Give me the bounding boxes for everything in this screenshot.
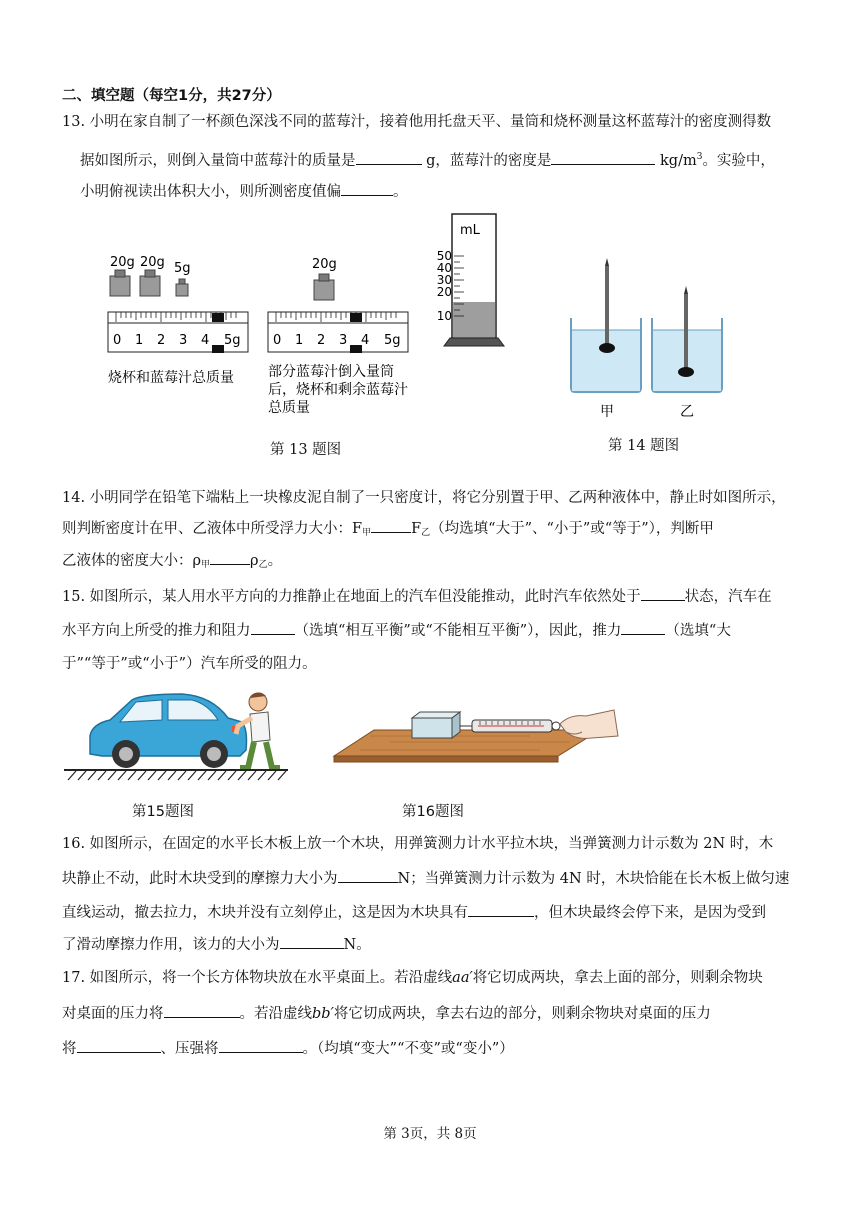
q15-text: 状态，汽车在 bbox=[684, 589, 772, 605]
car-icon bbox=[90, 694, 247, 768]
cylinder-tick: 30 bbox=[436, 273, 452, 287]
figure-15 bbox=[62, 684, 292, 784]
q17-text: 、压强将 bbox=[160, 1041, 219, 1057]
answer-blank bbox=[251, 620, 295, 635]
q15-line3: 于”“等于”或“小于”）汽车所受的阻力。 bbox=[62, 656, 317, 672]
q15-text: （选填“大 bbox=[665, 623, 731, 639]
scale-label: 2 bbox=[317, 333, 326, 348]
q15-text: （选填“相互平衡”或“不能相互平衡”），因此，推力 bbox=[294, 623, 622, 639]
q17-line3 bbox=[62, 1038, 514, 1059]
q16-line3 bbox=[62, 902, 766, 923]
figure-label: 部分蓝莓汁倒入量筒 bbox=[268, 364, 394, 380]
figure-15-caption: 第15题图 bbox=[132, 804, 194, 820]
answer-blank bbox=[164, 1003, 240, 1018]
weight-label: 20g bbox=[312, 257, 337, 272]
q16-text: 了滑动摩擦力作用，该力的大小为 bbox=[62, 937, 280, 953]
q14-line2 bbox=[62, 518, 714, 543]
q14-line3 bbox=[62, 550, 282, 575]
beaker-a-icon bbox=[571, 258, 641, 392]
q14-text: 乙液体的密度大小：ρ bbox=[62, 553, 202, 569]
weight-label: 20g bbox=[110, 255, 135, 270]
cylinder-unit: mL bbox=[460, 223, 480, 238]
q16-line2 bbox=[62, 868, 789, 889]
cylinder-tick: 10 bbox=[436, 309, 452, 323]
figure-label: 烧杯和蓝莓汁总质量 bbox=[108, 370, 234, 386]
q17-text: 。若沿虚线 bbox=[239, 1006, 312, 1022]
q13-text: 据如图所示，则倒入量筒中蓝莓汁的质量是 bbox=[80, 153, 356, 169]
q13-line3 bbox=[80, 181, 408, 202]
beam-scale-left bbox=[108, 312, 248, 353]
q16-text: 块静止不动，此时木块受到的摩擦力大小为 bbox=[62, 871, 338, 887]
q14-text: ρ bbox=[250, 553, 259, 569]
cylinder-tick: 40 bbox=[436, 261, 452, 275]
measuring-cylinder-icon bbox=[437, 214, 504, 346]
answer-blank bbox=[77, 1038, 161, 1053]
q17-text: 将它切成两块，拿去上面的部分，则剩余物块 bbox=[472, 970, 763, 986]
q14-text: 则判断密度计在甲、乙液体中所受浮力大小：F bbox=[62, 521, 363, 537]
figure-label: 后，烧杯和剩余蓝莓汁 bbox=[268, 382, 408, 398]
answer-blank bbox=[356, 150, 422, 165]
figure-16 bbox=[330, 706, 620, 778]
scale-label: 3 bbox=[179, 333, 188, 348]
spring-scale-icon bbox=[460, 720, 560, 732]
beam-scale-right bbox=[268, 312, 408, 353]
beaker-b-icon bbox=[652, 286, 722, 392]
q17-line1 bbox=[62, 968, 763, 988]
hand-icon bbox=[560, 710, 618, 738]
q16-text: ，但木块最终会停下来，是因为受到 bbox=[534, 905, 766, 921]
q14-sub: 乙 bbox=[258, 560, 268, 570]
answer-blank bbox=[338, 868, 398, 883]
q14-sub: 甲 bbox=[201, 560, 211, 570]
scale-label: 1 bbox=[295, 333, 304, 348]
q14-line1: 14. 小明同学在铅笔下端粘上一块橡皮泥自制了一只密度计，将它分别置于甲、乙两种液体中，静止时如图所示， bbox=[62, 490, 786, 506]
cylinder-tick: 20 bbox=[436, 285, 452, 299]
page-footer: 第 3页，共 8页 bbox=[383, 1126, 477, 1142]
weight-label: 5g bbox=[174, 261, 191, 276]
q14-text: （均选填“大于”、“小于”或“等于”），判断甲 bbox=[430, 521, 714, 537]
scale-label: 4 bbox=[201, 333, 210, 348]
figure-13 bbox=[100, 210, 510, 430]
q15-text: 15. 如图所示，某人用水平方向的力推静止在地面上的汽车但没能推动，此时汽车依然处于 bbox=[62, 589, 641, 605]
q17-text: 。（均填“变大”“不变”或“变小”） bbox=[302, 1041, 514, 1057]
figure-label: 总质量 bbox=[268, 400, 310, 416]
scale-label: 5g bbox=[224, 333, 241, 348]
answer-blank bbox=[219, 1038, 303, 1053]
scale-label: 3 bbox=[339, 333, 348, 348]
answer-blank bbox=[371, 518, 411, 533]
q14-sub: 甲 bbox=[362, 528, 372, 538]
scale-label: 5g bbox=[384, 333, 401, 348]
answer-blank bbox=[621, 620, 665, 635]
answer-blank bbox=[280, 934, 344, 949]
scale-label: 4 bbox=[361, 333, 370, 348]
answer-blank bbox=[210, 550, 250, 565]
q13-text: 。 bbox=[393, 184, 408, 200]
q17-label: aa′ bbox=[452, 970, 473, 986]
q16-line4 bbox=[62, 934, 371, 955]
weight-20g-icon bbox=[110, 270, 130, 296]
weight-20g-icon bbox=[314, 274, 334, 300]
scale-label: 0 bbox=[273, 333, 282, 348]
q15-line2 bbox=[62, 620, 731, 641]
answer-blank bbox=[341, 181, 393, 196]
q14-text: F bbox=[411, 521, 422, 537]
q13-line1: 13. 小明在家自制了一杯颜色深浅不同的蓝莓汁，接着他用托盘天平、量筒和烧杯测量这杯蓝莓汁的密度测得数 bbox=[62, 114, 772, 130]
q16-text: N。 bbox=[343, 937, 371, 953]
q14-sub: 乙 bbox=[421, 528, 431, 538]
q16-line1: 16. 如图所示，在固定的水平长木板上放一个木块，用弹簧测力计水平拉木块，当弹簧测力计示数为 2N 时，木 bbox=[62, 836, 774, 852]
q17-line2 bbox=[62, 1003, 711, 1024]
scale-label: 2 bbox=[157, 333, 166, 348]
scale-label: 1 bbox=[135, 333, 144, 348]
ground-hatch bbox=[64, 770, 288, 780]
figure-16-caption: 第16题图 bbox=[402, 804, 464, 820]
answer-blank bbox=[551, 150, 655, 165]
cylinder-tick: 50 bbox=[436, 249, 452, 263]
wooden-board-icon bbox=[334, 730, 600, 762]
q15-text: 水平方向上所受的推力和阻力 bbox=[62, 623, 251, 639]
q16-text: 直线运动，撤去拉力，木块并没有立刻停止，这是因为木块具有 bbox=[62, 905, 468, 921]
q13-unit: kg/m bbox=[655, 153, 697, 169]
q13-text: g，蓝莓汁的密度是 bbox=[421, 153, 552, 169]
figure-14 bbox=[566, 256, 736, 426]
weight-20g-icon bbox=[140, 270, 160, 296]
q17-label: bb′ bbox=[312, 1006, 334, 1022]
answer-blank bbox=[468, 902, 534, 917]
q13-unit-exp: 3 bbox=[696, 152, 703, 162]
q13-text: 小明俯视读出体积大小，则所测密度值偏 bbox=[80, 184, 341, 200]
weight-5g-icon bbox=[176, 279, 188, 296]
weight-label: 20g bbox=[140, 255, 165, 270]
beaker-label: 甲 bbox=[600, 404, 614, 420]
q14-text: 。 bbox=[267, 553, 283, 569]
q17-text: 17. 如图所示，将一个长方体物块放在水平桌面上。若沿虚线 bbox=[62, 970, 453, 986]
q15-line1 bbox=[62, 586, 772, 607]
q13-line2 bbox=[80, 147, 775, 171]
section-title: 二、填空题（每空1分，共27分） bbox=[62, 88, 281, 104]
answer-blank bbox=[641, 586, 685, 601]
q17-text: 对桌面的压力将 bbox=[62, 1006, 164, 1022]
q16-text: N；当弹簧测力计示数为 4N 时，木块恰能在长木板上做匀速 bbox=[397, 871, 790, 887]
figure-13-caption: 第 13 题图 bbox=[270, 442, 342, 458]
figure-14-caption: 第 14 题图 bbox=[608, 438, 680, 454]
wood-block-icon bbox=[412, 712, 460, 738]
q13-text: 。实验中， bbox=[702, 153, 775, 169]
beaker-label: 乙 bbox=[680, 404, 694, 420]
q17-text: 将 bbox=[62, 1041, 77, 1057]
scale-label: 0 bbox=[113, 333, 122, 348]
q17-text: 将它切成两块，拿去右边的部分，则剩余物块对桌面的压力 bbox=[333, 1006, 711, 1022]
